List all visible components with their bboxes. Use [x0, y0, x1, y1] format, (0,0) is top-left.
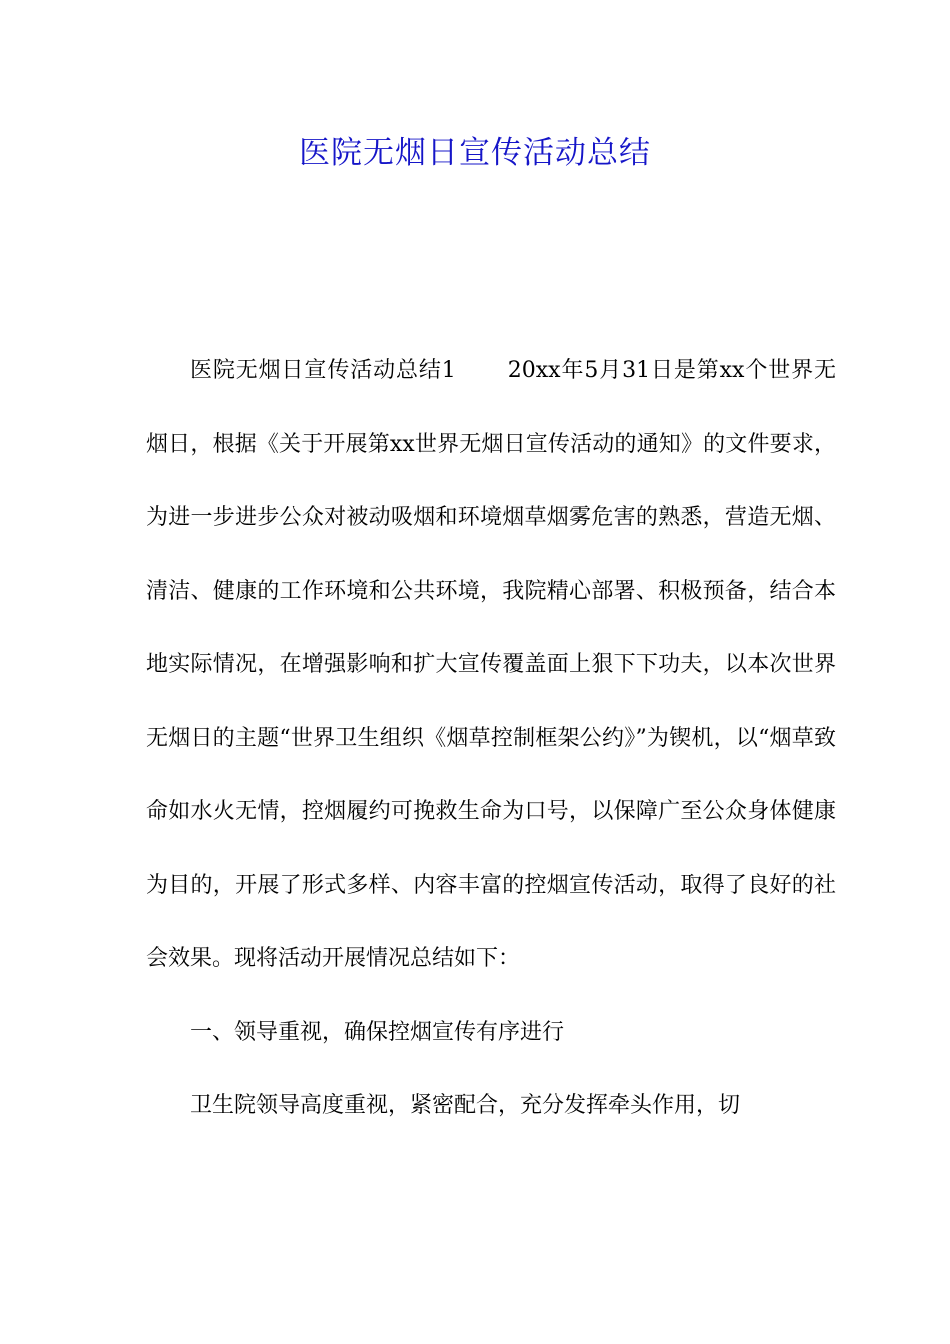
document-title: 医院无烟日宣传活动总结: [299, 135, 651, 171]
intro-text: 20xx年5月31日是第xx个世界无烟日，根据《关于开展第xx世界无烟日宣传活动的通知》的文件要求，为进一步进步公众对被动吸烟和环境烟草烟雾危害的熟悉，营造无烟、清洁、健康的工作环境和公共环境，我院精心部署、积极预备，结合本地实际情况，在增强影响和扩大宣传覆盖面上狠下下功夫，以本次世界无烟日的主题“世界卫生组织《烟草控制框架公约》”为锲机，以“烟草致命如水火无情，控烟履约可挽救生命为口号，以保障广至公众身体健康为目的，开展了形式多样、内容丰富的控烟宣传活动，取得了良好的社会效果。现将活动开展情况总结如下：: [146, 358, 836, 971]
section-paragraph: 卫生院领导高度重视，紧密配合，充分发挥牵头作用，切: [190, 1093, 741, 1118]
section-heading-1: 一、领导重视，确保控烟宣传有序进行: [190, 1019, 565, 1045]
intro-lead: 医院无烟日宣传活动总结1: [190, 358, 456, 383]
intro-paragraph: [146, 334, 836, 996]
document-body: [146, 334, 836, 1143]
